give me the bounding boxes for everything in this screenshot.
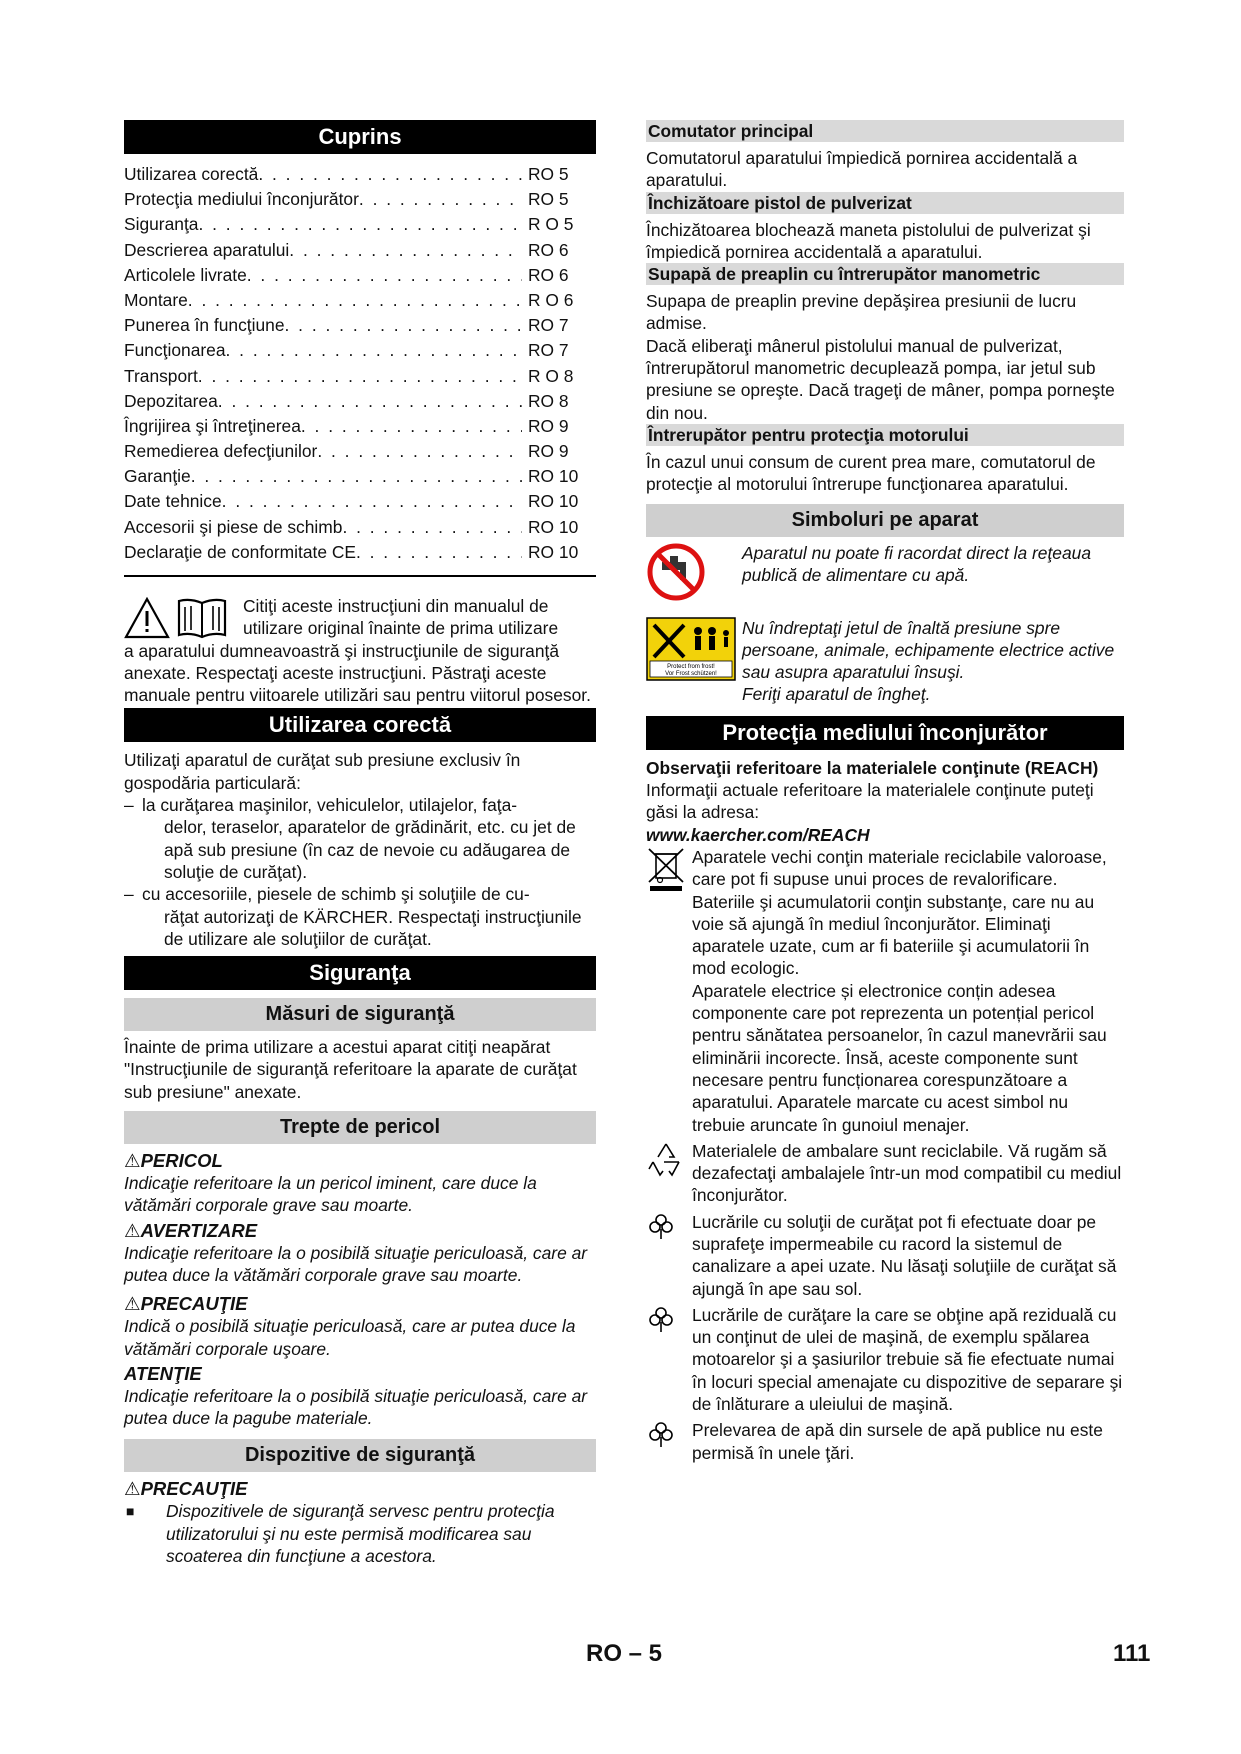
toc-entry: [124, 466, 596, 491]
no-direct-water-connection-icon: [646, 542, 742, 607]
devices-bullet: [124, 1500, 596, 1567]
symbol-2-frost-text: Feriţi aparatul de îngheţ.: [742, 684, 931, 705]
toc-divider: [124, 575, 596, 577]
env-row-cleaning: [646, 1211, 1124, 1300]
toc-leader-dots: [198, 214, 522, 235]
toc-entry-label: Siguranţa: [124, 214, 199, 235]
toc-leader-dots: [198, 366, 522, 387]
devices-precautie-heading: ⚠PRECAUŢIE: [124, 1478, 248, 1500]
toc-leader-dots: [226, 340, 522, 361]
toc-entry-label: Date tehnice: [124, 491, 222, 512]
toc-entry: [124, 391, 596, 416]
frost-label-en: Protect from frost!: [667, 663, 715, 670]
footer-page-number: 111: [1113, 1640, 1151, 1667]
toc-entry-page: RO 5: [528, 189, 569, 210]
usage-text: Utilizaţi aparatul de curăţat sub presiune exclusiv în gospodăria particulară:: [124, 750, 521, 793]
atentie-text: Indicaţie referitoare la o posibilă situaţie periculoasă, care ar putea duce la pagube materiale.: [124, 1385, 588, 1429]
footer-section-label: RO – 5: [586, 1640, 663, 1667]
symbol-2-text: Nu îndreptaţi jetul de înaltă presiune spre persoane, animale, echipamente electrice active sau asupra aparatului însuşi.: [742, 617, 1115, 683]
precautie-text: Indică o posibilă situaţie periculoasă, care ar putea duce la vătămări corporale uşoare.: [124, 1316, 576, 1359]
env-row-weee: [646, 846, 1124, 1136]
toc-leader-dots: [289, 240, 522, 261]
main-switch-text: Comutatorul aparatului împiedică pornirea accidentală a aparatului.: [646, 148, 1078, 191]
toc-entry-label: Protecţia mediului înconjurător: [124, 189, 359, 210]
no-jet-at-people-frost-label-icon: [646, 617, 742, 706]
toc-leader-dots: [359, 189, 522, 210]
toc-entry: [124, 366, 596, 391]
usage-bullet-1: – la curăţarea maşinilor, vehiculelor, utilajelor, faţa-: [124, 795, 518, 816]
motor-protection-text: În cazul unui consum de curent prea mare, comutatorul de protecţie al motorului întrerupe funcţionarea aparatului.: [646, 451, 1096, 495]
toc-entry-page: RO 10: [528, 541, 579, 562]
toc-entry-page: R O 8: [528, 365, 574, 386]
devices-bullet-text: Dispozitivele de siguranţă servesc pentru protecţia utilizatorului şi nu este permisă modificarea sau scoaterea din funcţiune a acestora.: [166, 1501, 555, 1567]
toc-leader-dots: [218, 391, 522, 412]
symbols-title: Simboluri pe aparat: [646, 504, 1124, 537]
main-switch-heading: Comutator principal: [646, 120, 1124, 142]
symbol-1-text: Aparatul nu poate fi racordat direct la reţeaua publică de alimentare cu apă.: [742, 542, 1091, 585]
toc-entry-page: RO 5: [528, 164, 569, 184]
toc-leader-dots: [317, 441, 522, 462]
env-weee-text-2: Aparatele electrice și electronice conțin adesea componente care pot reprezenta un potențial pericol pentru sănătatea persoanelor, în cazul manevrării sau eliminării incorecte. Însă, aceste componente sunt necesare pentru funcționarea corespunzătoare a aparatului. Aparatele marcate cu acest simbol nu trebuie aruncate în gunoiul menajer.: [692, 980, 1107, 1135]
usage-bullet-2: – cu accesoriile, piesele de schimb şi soluţiile de cu-: [124, 884, 530, 905]
toc-entry: [124, 416, 596, 441]
toc-entry: [124, 340, 596, 365]
reach-heading: Observaţii referitoare la materialele conţinute (REACH): [646, 757, 1099, 778]
toc-entry-page: RO 7: [528, 315, 569, 336]
manual-book-icon: [176, 597, 228, 639]
toc-entry-page: RO 9: [528, 415, 569, 436]
reach-url: www.kaercher.com/REACH: [646, 824, 870, 845]
avertizare-text: Indicaţie referitoare la o posibilă situaţie periculoasă, care ar putea duce la vătămări corporale grave sau moarte.: [124, 1242, 588, 1285]
toc-leader-dots: [222, 491, 522, 512]
toc-entry: [124, 491, 596, 516]
toc-entry-label: Articolele livrate: [124, 264, 247, 285]
toc-leader-dots: [356, 542, 522, 563]
toc-entry-label: Îngrijirea şi întreţinerea: [124, 415, 301, 436]
env-recycle-text: Materialele de ambalare sunt reciclabile. Vă rugăm să dezafectaţi ambalajele într-un mod compatibil cu mediul înconjurător.: [692, 1140, 1122, 1206]
usage-title: Utilizarea corectă: [124, 708, 596, 742]
toc-entry-label: Garanţie: [124, 466, 191, 487]
env-water-text: Prelevarea de apă din sursele de apă publice nu este permisă în unele ţări.: [692, 1420, 1103, 1463]
warning-small-icon: ⚠: [124, 1219, 141, 1241]
toc-entry: [124, 189, 596, 214]
safety-measures-title: Măsuri de siguranţă: [124, 998, 596, 1031]
toc-leader-dots: [191, 466, 522, 487]
toc-leader-dots: [285, 315, 523, 336]
avertizare-heading: ⚠AVERTIZARE: [124, 1219, 258, 1241]
toc-entry: [124, 517, 596, 542]
usage-bullet-2-cont: răţat autorizaţi de KÄRCHER. Respectaţi instrucţiunile de utilizare ale soluţiilor de curăţat.: [164, 906, 582, 949]
toc-list: [124, 164, 596, 567]
toc-entry: [124, 214, 596, 239]
reach-text: Informaţii actuale referitoare la materialele conţinute puteţi găsi la adresa:: [646, 780, 1094, 823]
safety-measures-text: Înainte de prima utilizare a acestui aparat citiţi neapărat "Instrucţiunile de siguranţă referitoare la aparate de curăţat sub presiune" anexate.: [124, 1037, 577, 1102]
toc-entry-page: RO 9: [528, 441, 569, 462]
toc-entry-label: Descrierea aparatului: [124, 239, 290, 260]
intro-line-1: Citiţi aceste instrucţiuni din manualul de: [243, 596, 549, 616]
left-column: [124, 120, 596, 1567]
toc-entry-label: Utilizarea corectă: [124, 164, 259, 184]
warning-icon: [124, 597, 170, 639]
env-weee-text-1: Aparatele vechi conţin materiale reciclabile valoroase, care pot fi supuse unui proces de revalorificare. Bateriile şi acumulatorii conţin substanţe, care nu au voie să ajungă în mediul înconjurător. Eliminaţi aparatele uzate, cum ar fi bateriile şi acumulatorii în mod ecologic.: [692, 846, 1107, 979]
safety-devices-title: Dispozitive de siguranţă: [124, 1439, 596, 1472]
toc-entry-page: RO 6: [528, 264, 569, 285]
danger-levels-title: Trepte de pericol: [124, 1111, 596, 1144]
toc-entry: [124, 240, 596, 265]
toc-leader-dots: [188, 290, 522, 311]
overflow-valve-text-2: Dacă eliberaţi mânerul pistolului manual de pulverizat, întrerupătorul manometric decuplează pompa, iar jetul sub presiune se opreşte. Dacă trageţi de mâner, pompa porneşte din nou.: [646, 335, 1115, 423]
toc-entry: [124, 265, 596, 290]
safety-title: Siguranţa: [124, 956, 596, 990]
toc-entry-label: Transport: [124, 365, 198, 386]
gun-lock-text: Închizătoarea blochează maneta pistolului de pulverizat şi împiedică pornirea accidentală a aparatului.: [646, 219, 1091, 262]
toc-entry-label: Accesorii şi piese de schimb: [124, 516, 343, 537]
toc-entry-label: Declaraţie de conformitate CE: [124, 541, 356, 562]
toc-entry-page: RO 7: [528, 340, 569, 361]
toc-entry-page: RO 10: [528, 466, 579, 487]
warning-small-icon: ⚠: [124, 1478, 141, 1500]
toc-leader-dots: [342, 517, 522, 538]
toc-entry-page: R O 6: [528, 289, 574, 310]
motor-protection-heading: Întrerupător pentru protecţia motorului: [646, 424, 1124, 446]
pericol-text: Indicaţie referitoare la un pericol iminent, care duce la vătămări corporale grave sau moarte.: [124, 1173, 537, 1216]
toc-entry-page: RO 6: [528, 239, 569, 260]
environment-icon: [646, 1419, 692, 1464]
precautie-heading: ⚠PRECAUŢIE: [124, 1293, 248, 1315]
intro-text: a aparatului dumneavoastră şi instrucţiunile de siguranţă anexate. Respectaţi aceste instrucţiuni. Păstraţi aceste manuale pentru viitoarele utilizări sau pentru viitorul posesor.: [124, 640, 591, 706]
recycle-icon: [646, 1140, 692, 1207]
env-row-water: [646, 1419, 1124, 1464]
toc-entry-label: Montare: [124, 289, 188, 310]
toc-entry-page: RO 10: [528, 491, 579, 512]
right-column: [646, 120, 1124, 1464]
toc-entry-page: RO 10: [528, 516, 579, 537]
square-bullet-icon: ■: [126, 1503, 135, 1520]
toc-entry: [124, 542, 596, 567]
toc-entry-label: Remedierea defecţiunilor: [124, 441, 318, 462]
toc-leader-dots: [258, 164, 522, 185]
overflow-valve-heading: Supapă de preaplin cu întrerupător manometric: [646, 263, 1124, 285]
atentie-heading: ATENŢIE: [124, 1362, 202, 1384]
toc-leader-dots: [301, 416, 522, 437]
intro-icons: [124, 597, 228, 639]
frost-label-de: Vor Frost schützen!: [665, 670, 717, 677]
symbol-row-1: [646, 542, 1124, 607]
toc-entry-page: RO 8: [528, 390, 569, 411]
environment-icon: [646, 1211, 692, 1300]
toc-entry: [124, 315, 596, 340]
crossed-bin-icon: [646, 846, 692, 1136]
toc-entry-label: Depozitarea: [124, 390, 218, 411]
toc-entry-page: R O 5: [528, 214, 574, 235]
env-cleaning-text: Lucrările cu soluţii de curăţat pot fi efectuate doar pe suprafeţe impermeabile cu racord la sistemul de canalizare a apei uzate. Nu lăsaţi soluţiile de curăţat să ajungă în ape sau sol.: [692, 1211, 1117, 1299]
env-row-oil: [646, 1304, 1124, 1415]
env-oil-text: Lucrările de curăţare la care se obţine apă reziduală cu un conţinut de ulei de maşină, de exemplu spălarea motoarelor şi a şasiurilor trebuie să fie efectuate numai în locuri special amenajate cu dispozitive de separare şi de înlăturare a uleiului de maşină.: [692, 1304, 1123, 1415]
toc-entry: [124, 290, 596, 315]
toc-entry: [124, 164, 596, 189]
symbol-row-2: [646, 617, 1124, 706]
toc-title: Cuprins: [124, 120, 596, 154]
toc-entry-label: Funcţionarea: [124, 340, 226, 361]
toc-leader-dots: [247, 265, 522, 286]
environment-icon: [646, 1304, 692, 1415]
pericol-heading: ⚠PERICOL: [124, 1150, 223, 1172]
warning-small-icon: ⚠: [124, 1150, 141, 1172]
overflow-valve-text-1: Supapa de preaplin previne depăşirea presiunii de lucru admise.: [646, 291, 1077, 334]
toc-entry: [124, 441, 596, 466]
usage-bullet-1-cont: delor, teraselor, aparatelor de grădinărit, etc. cu jet de apă sub presiune (în caz de nevoie cu adăugarea de soluţie de curăţat).: [164, 817, 576, 882]
env-row-recycle: [646, 1140, 1124, 1207]
toc-entry-label: Punerea în funcţiune: [124, 315, 285, 336]
environment-title: Protecţia mediului înconjurător: [646, 716, 1124, 750]
warning-small-icon: ⚠: [124, 1293, 141, 1315]
gun-lock-heading: Închizătoare pistol de pulverizat: [646, 192, 1124, 214]
intro-block: [124, 595, 596, 706]
intro-line-2: utilizare original înainte de prima utilizare: [243, 618, 559, 639]
